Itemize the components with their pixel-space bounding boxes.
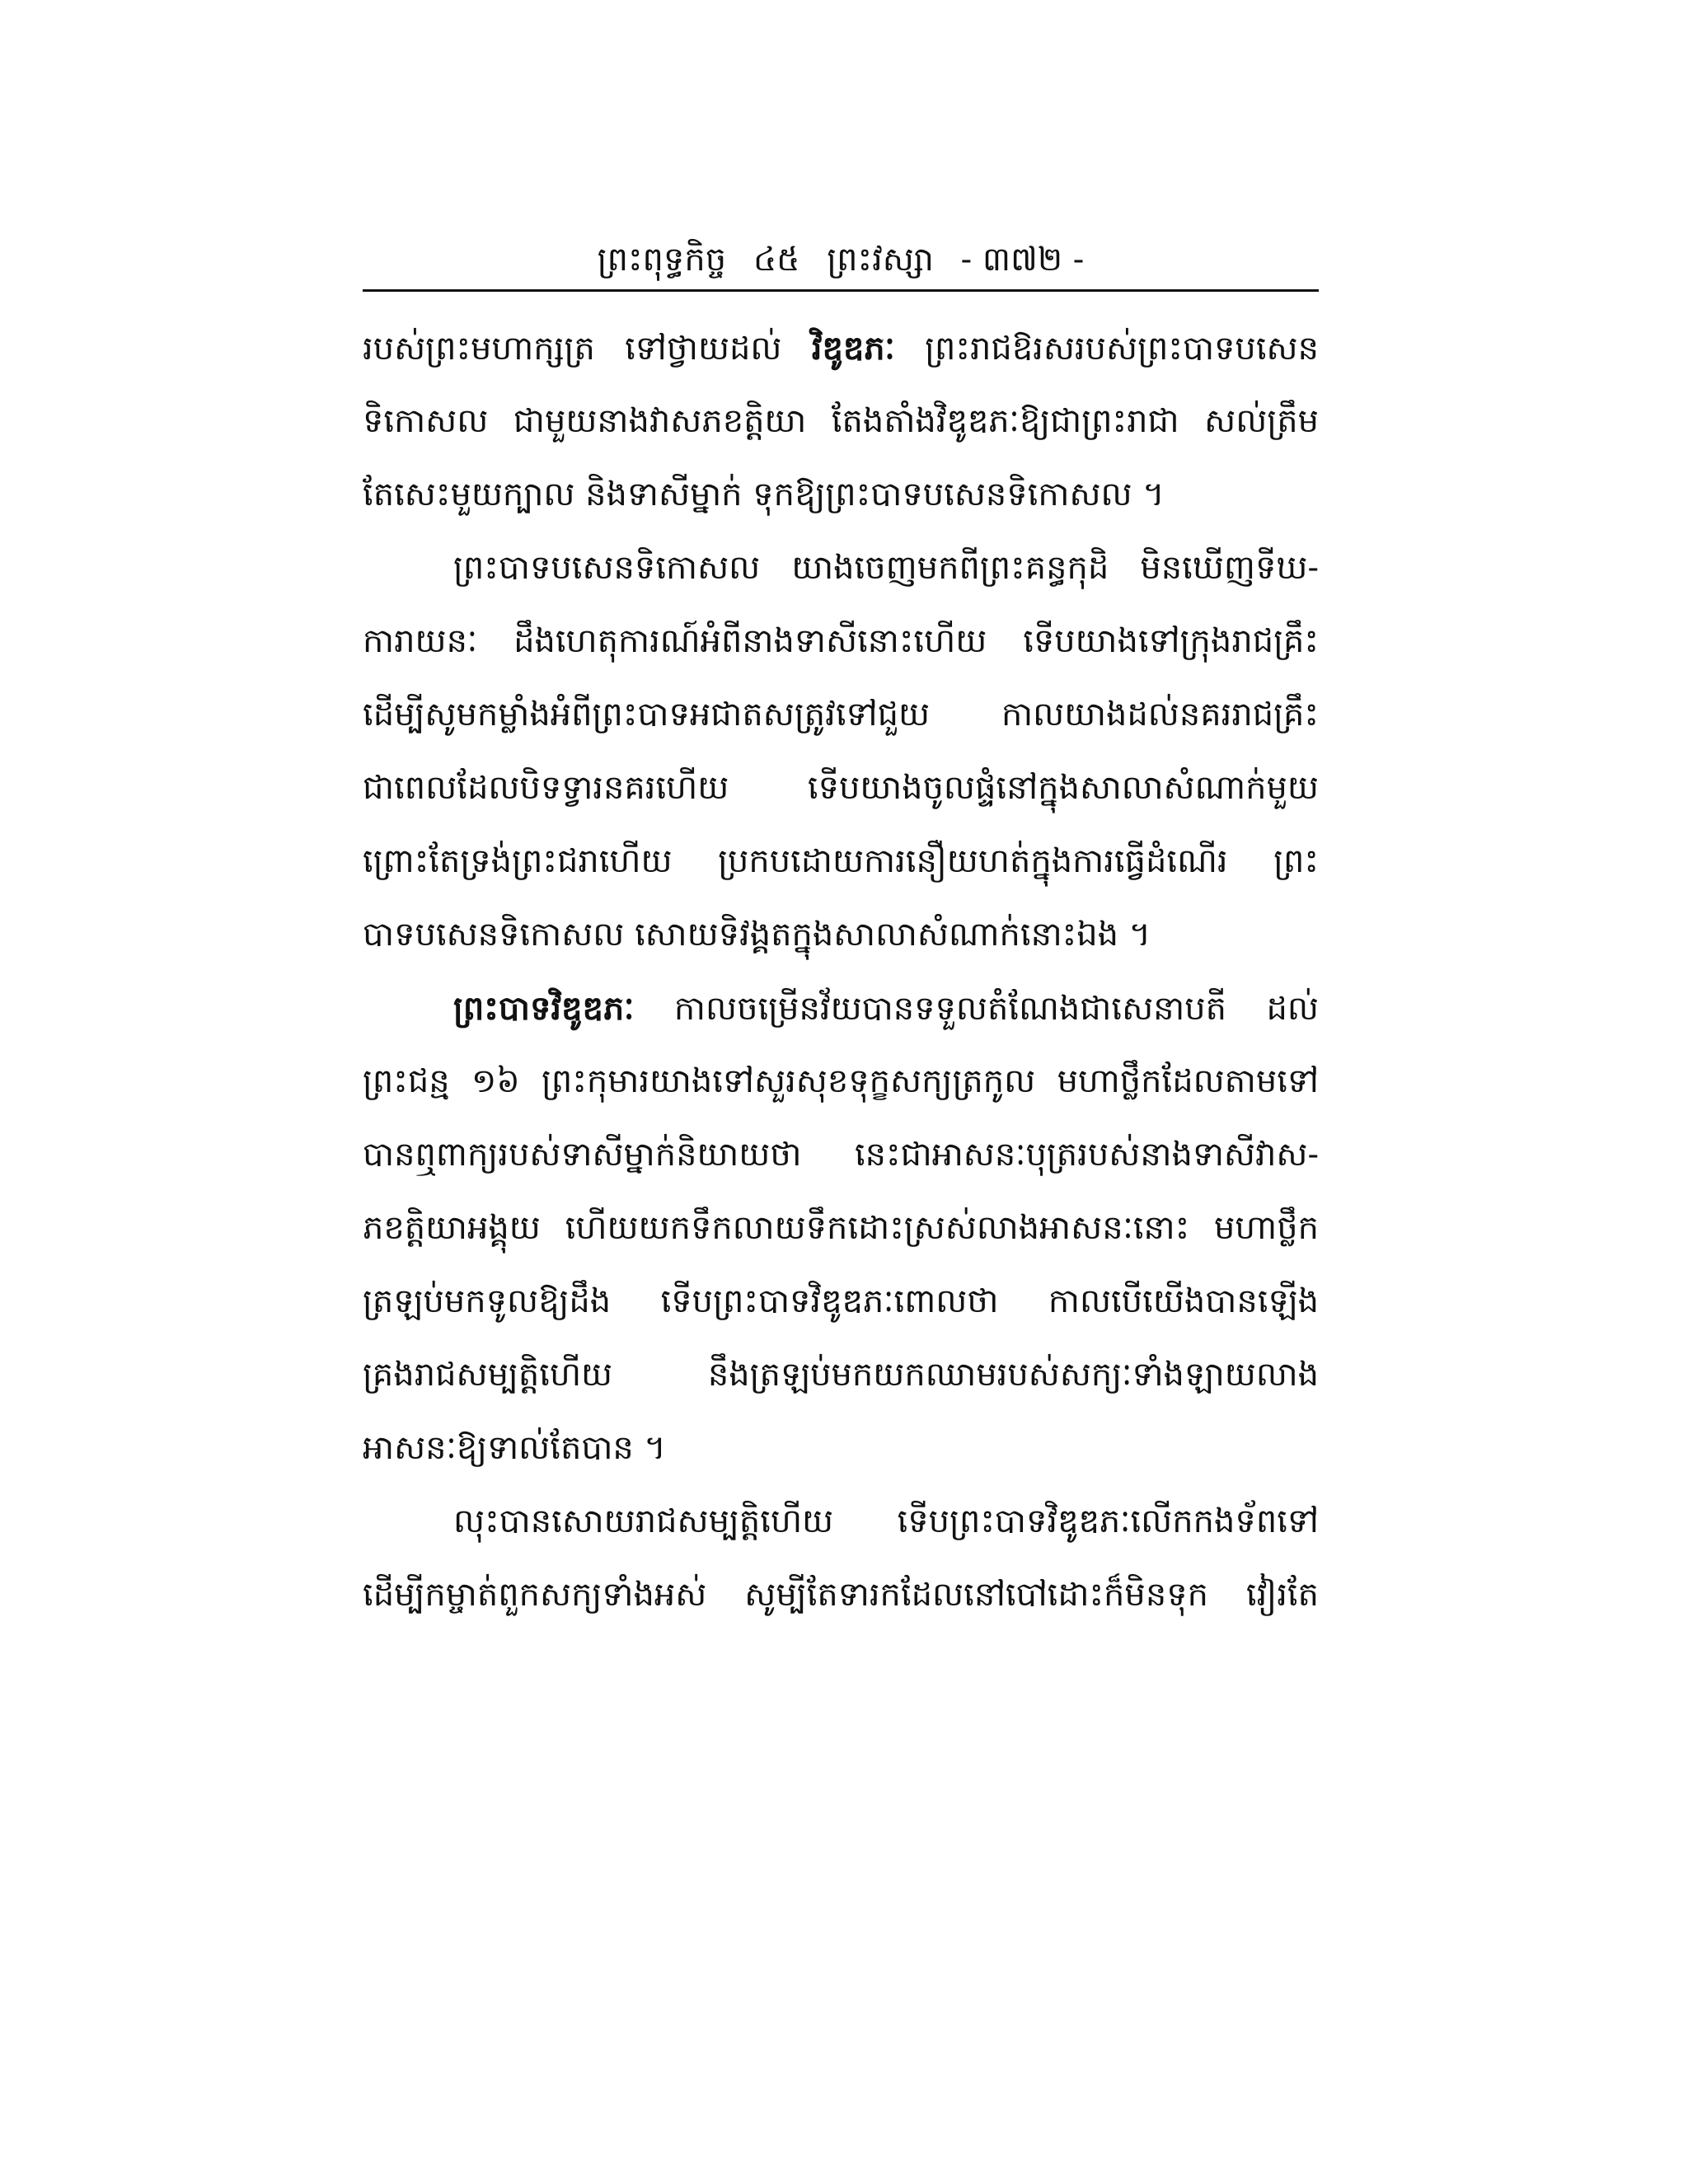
header-page-number: - ៣៧២ - [960,241,1085,279]
header-rule [363,289,1319,292]
text-line: ព្រះជន្ម ១៦ ព្រះកុមារយាងទៅសួរសុខទុក្ខសក្យត្រកូល មហាថ្លឹកដែលតាមទៅ [363,1062,1319,1100]
text-line: បាទបសេនទិកោសល សោយទិវង្គតក្នុងសាលាសំណាក់នោះឯង ។ [363,916,1151,954]
text-line: ត្រឡប់មកទូលឱ្យដឹង ទើបព្រះបាទវិឌូឌភៈពោលថា កាលបើយើងបានឡើង [363,1282,1319,1320]
text-line: បានឮពាក្យរបស់ទាសីម្នាក់និយាយថា នេះជាអាសនៈបុត្ររបស់នាងទាសីវាស- [363,1136,1319,1174]
text-line: ការាយនៈ ដឹងហេតុការណ៍អំពីនាងទាសីនោះហើយ ទើបយាងទៅក្រុងរាជគ្រឹះ [363,622,1319,660]
paragraph-3 [363,972,1319,1485]
header-rain-retreat: ព្រះវស្សា [827,241,934,279]
text-line: ភខត្តិយាអង្គុយ ហើយយកទឹកលាយទឹកដោះស្រស់លាងអាសនៈនោះ មហាថ្លឹក [363,1209,1319,1247]
bold-name: វិឌូឌភៈ [811,329,895,368]
text-line: តែសេះមួយក្បាល និងទាសីម្នាក់ ទុកឱ្យព្រះបាទបសេនទិកោសល ។ [363,476,1165,513]
header-book-title: ព្រះពុទ្ធកិច្ច [597,241,727,279]
bold-name: ព្រះបាទវិឌូឌភៈ [453,989,635,1028]
text-line: អាសនៈឱ្យទាល់តែបាន ។ [363,1429,666,1467]
text-line: លុះបានសោយរាជសម្បត្តិហើយ ទើបព្រះបាទវិឌូឌភៈលើកកងទ័ពទៅ [453,1502,1319,1540]
text-line: ព្រះបាទវិឌូឌភៈ កាលចម្រើនវ័យបានទទួលតំណែងជាសេនាបតី ដល់ [453,989,1319,1028]
paragraph-2 [363,532,1319,972]
paragraph-1 [363,312,1319,532]
body-text [363,312,1319,1632]
paragraph-4 [363,1485,1319,1632]
text-line: ព្រះបាទបសេនទិកោសល យាងចេញមកពីព្រះគន្ធកុដិ មិនឃើញទីឃ- [453,549,1319,587]
text-line: គ្រងរាជសម្បត្តិហើយ នឹងត្រឡប់មកយកឈាមរបស់សក្យៈទាំងឡាយលាង [363,1356,1319,1394]
text-line: ទិកោសល ជាមួយនាងវាសភខត្តិយា តែងតាំងវិឌូឌភៈឱ្យជាព្រះរាជា សល់ត្រឹម [363,402,1319,440]
text-line: ដើម្បីសូមកម្លាំងអំពីព្រះបាទអជាតសត្រូវទៅជួយ កាលយាងដល់នគររាជគ្រឹះ [363,696,1319,733]
running-header [363,231,1319,288]
text-line: ដើម្បីកម្ចាត់ពួកសក្យទាំងអស់ សូម្បីតែទារកដែលនៅបៅដោះក៏មិនទុក វៀរតែ [363,1576,1319,1614]
header-volume: ៤៥ [753,241,800,279]
text-line: របស់ព្រះមហាក្សត្រ ទៅថ្វាយដល់ វិឌូឌភៈ ព្រះរាជឱរសរបស់ព្រះបាទបសេន [363,329,1319,368]
text-line: ជាពេលដែលបិទទ្វារនគរហើយ ទើបយាងចូលផ្ទំនៅក្នុងសាលាសំណាក់មួយ [363,769,1319,807]
text-line: ព្រោះតែទ្រង់ព្រះជរាហើយ ប្រកបដោយការនឿយហត់ក្នុងការធ្វើដំណើរ ព្រះ [363,842,1319,880]
